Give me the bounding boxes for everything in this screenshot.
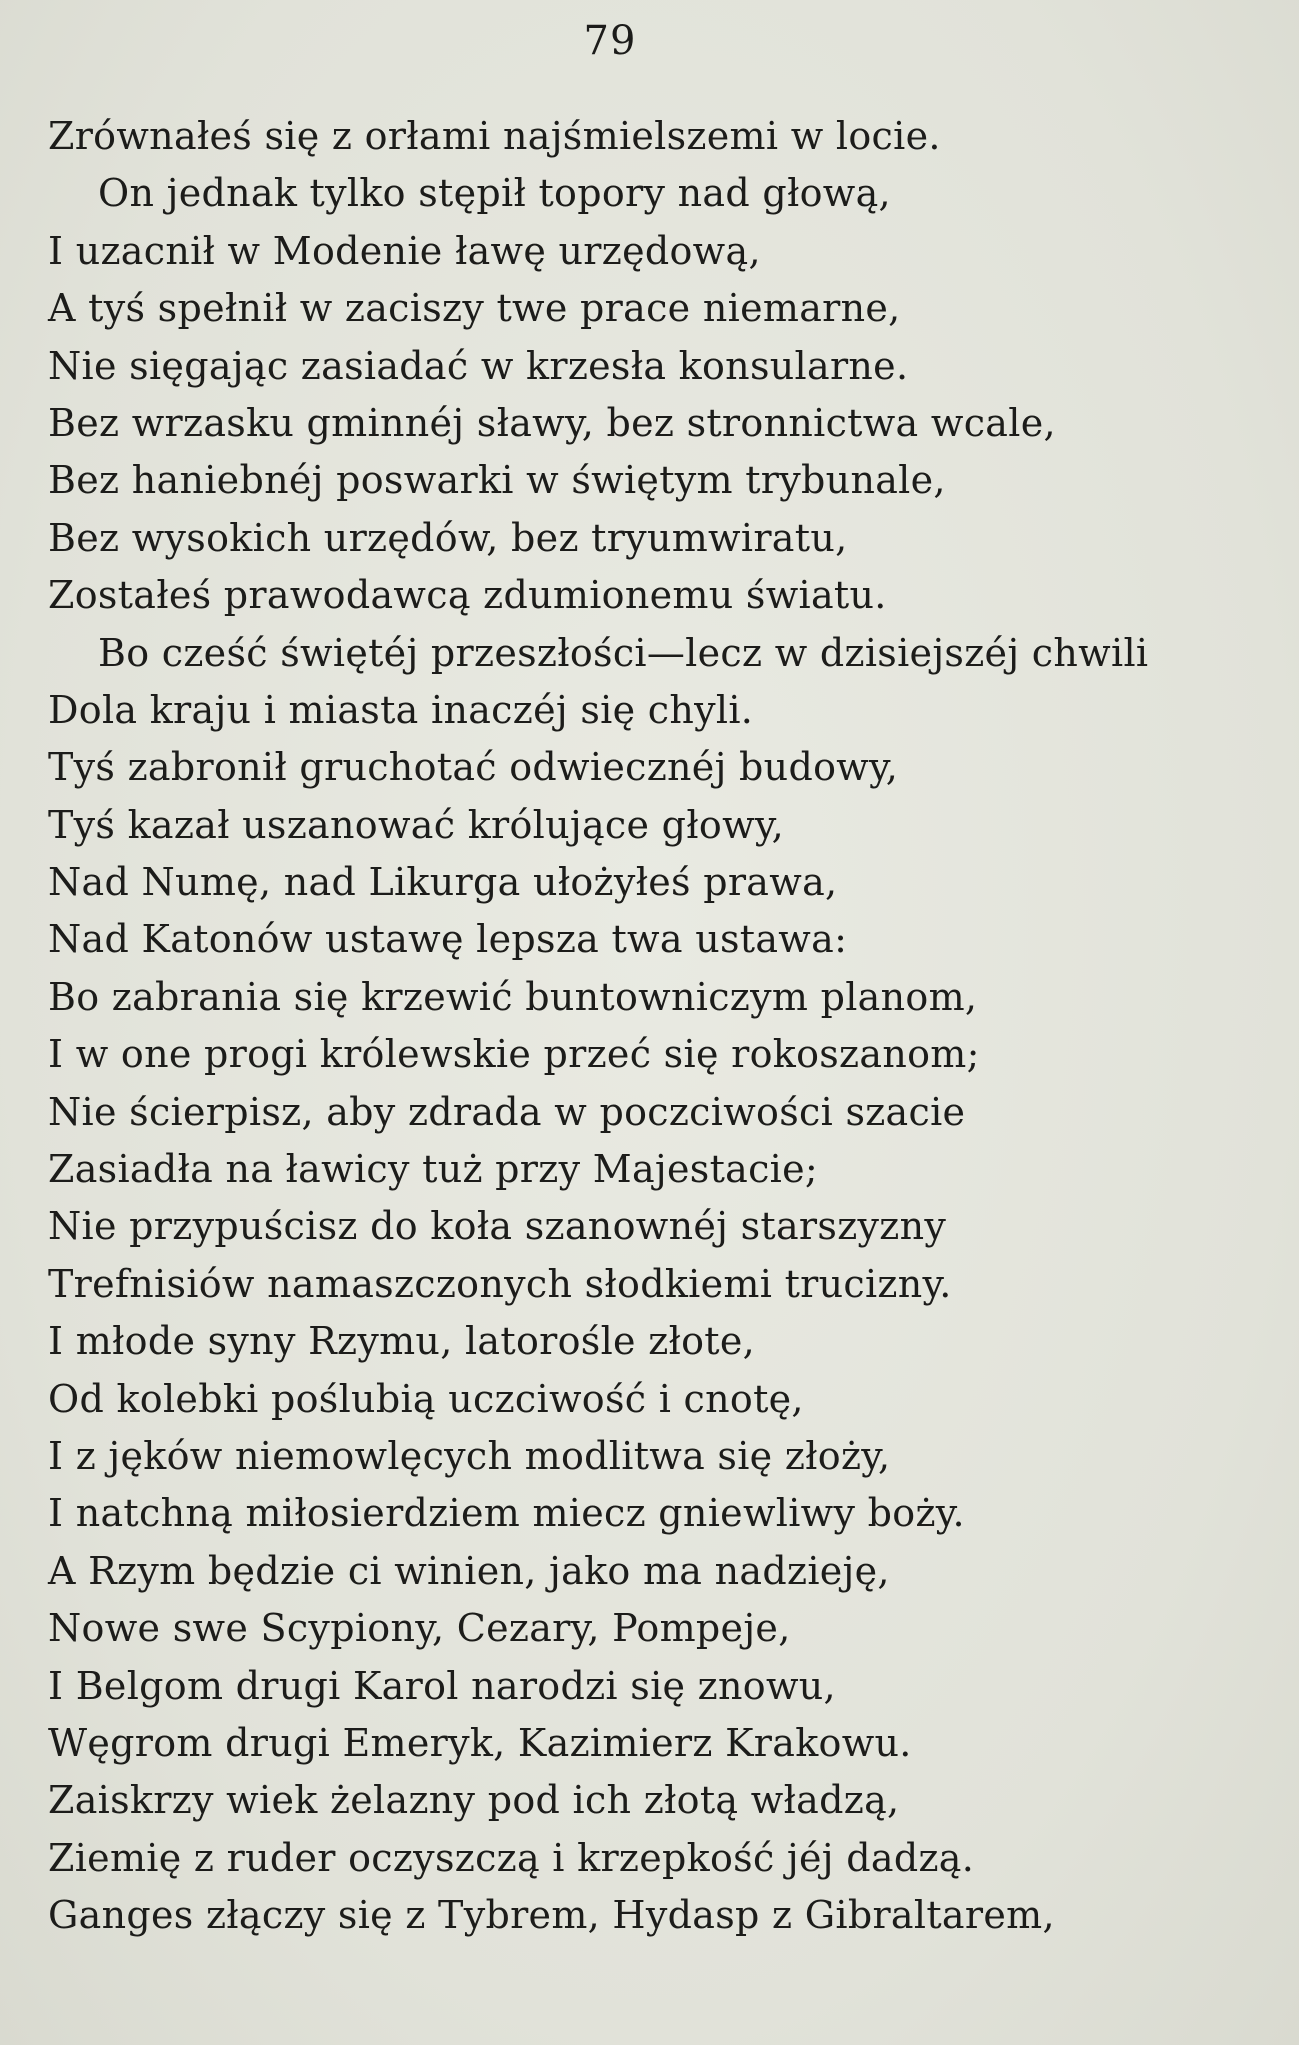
poem-line: A tyś spełnił w zaciszy twe prace niemarne,	[48, 286, 901, 331]
poem-line: Nie sięgając zasiadać w krzesła konsularne.	[48, 343, 909, 388]
poem-line: Tyś kazał uszanować królujące głowy,	[48, 802, 785, 847]
poem-line: Węgrom drugi Emeryk, Kazimierz Krakowu.	[48, 1720, 912, 1765]
poem-line: On jednak tylko stępił topory nad głową,	[98, 171, 891, 216]
poem-line: Nad Numę, nad Likurga ułożyłeś prawa,	[48, 860, 838, 905]
poem-line: I z jęków niemowlęcych modlitwa się złoży,	[48, 1433, 891, 1478]
poem-line: Tyś zabronił gruchotać odwiecznéj budowy,	[48, 745, 899, 790]
poem-line: Dola kraju i miasta inaczéj się chyli.	[48, 687, 754, 732]
poem-line: Nie ścierpisz, aby zdrada w poczciwości szacie	[48, 1089, 966, 1134]
poem-line: Zostałeś prawodawcą zdumionemu światu.	[48, 573, 887, 618]
poem-line: Ganges złączy się z Tybrem, Hydasp z Gibraltarem,	[48, 1893, 1055, 1938]
poem-line: I natchną miłosierdziem miecz gniewliwy boży.	[48, 1491, 965, 1536]
poem-line: Zaiskrzy wiek żelazny pod ich złotą władzą,	[48, 1778, 900, 1823]
poem-line: A Rzym będzie ci winien, jako ma nadzieję,	[48, 1548, 890, 1593]
page-number: 79	[583, 18, 637, 64]
poem-line: Bo cześć świętéj przeszłości—lecz w dzisiejszéj chwili	[98, 630, 1149, 675]
poem-line: Od kolebki poślubią uczciwość i cnotę,	[48, 1376, 804, 1421]
poem-line: Ziemię z ruder oczyszczą i krzepkość jéj dadzą.	[48, 1835, 975, 1880]
poem-text	[48, 108, 1258, 1945]
poem-line: I młode syny Rzymu, latorośle złote,	[48, 1319, 756, 1364]
poem-line: Zrównałeś się z orłami najśmielszemi w locie.	[48, 114, 941, 158]
poem-line: Nie przypuścisz do koła szanownéj starszyzny	[48, 1204, 947, 1249]
poem-line: I Belgom drugi Karol narodzi się znowu,	[48, 1663, 836, 1708]
poem-line: Bez wysokich urzędów, bez tryumwiratu,	[48, 515, 848, 560]
poem-line: Trefnisiów namaszczonych słodkiemi trucizny.	[48, 1261, 952, 1306]
poem-line: Bez wrzasku gminnéj sławy, bez stronnictwa wcale,	[48, 400, 1056, 445]
poem-line: Nad Katonów ustawę lepsza twa ustawa:	[48, 917, 848, 962]
poem-line: I uzacnił w Modenie ławę urzędową,	[48, 228, 761, 273]
poem-line: I w one progi królewskie przeć się rokoszanom;	[48, 1032, 980, 1077]
poem-line: Zasiadła na ławicy tuż przy Majestacie;	[48, 1147, 819, 1192]
poem-line: Bo zabrania się krzewić buntowniczym planom,	[48, 974, 978, 1019]
poem-line: Nowe swe Scypiony, Cezary, Pompeje,	[48, 1606, 791, 1651]
poem-line: Bez haniebnéj poswarki w świętym trybunale,	[48, 458, 946, 503]
